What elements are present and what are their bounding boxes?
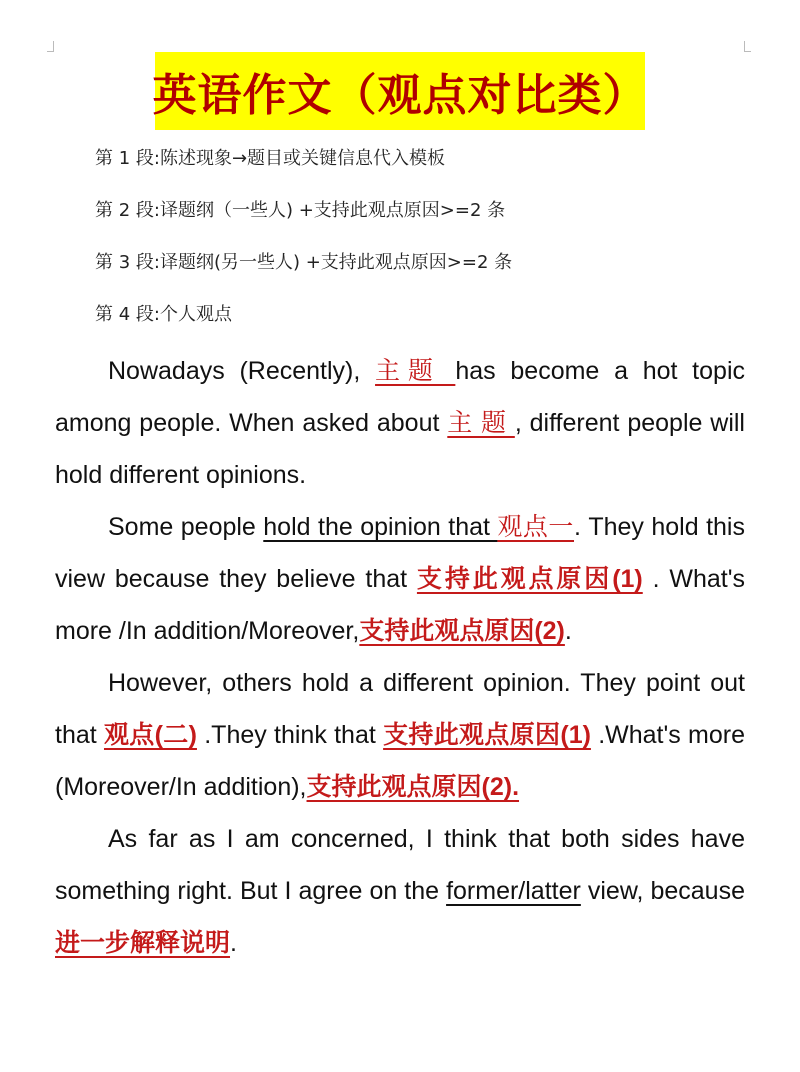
placeholder-view-one: 观点一 — [497, 513, 574, 541]
text: Some people — [108, 513, 264, 541]
outline-item: 第 1 段:陈述现象→题目或关键信息代入模板 — [95, 148, 446, 169]
text: However, others hold a different opinion. They point out that — [55, 669, 745, 749]
text: Nowadays (Recently), — [108, 357, 376, 385]
placeholder-reason-2: 支持此观点原因(2). — [306, 773, 520, 801]
placeholder-reason-1: 支持此观点原因(1) — [383, 721, 591, 749]
essay-template — [55, 345, 745, 969]
text: . What's more /In addition/Moreover, — [55, 565, 746, 645]
outline-item: 第 4 段:个人观点 — [95, 304, 232, 325]
placeholder-explanation: 进一步解释说明 — [55, 929, 231, 957]
crop-mark-right — [744, 41, 751, 52]
outline-item: 第 2 段:译题纲（一些人) +支持此观点原因>=2 条 — [95, 200, 506, 221]
page-title: 英语作文（观点对比类） — [152, 70, 648, 121]
text: . — [230, 929, 237, 957]
crop-mark-left — [47, 41, 54, 52]
placeholder-reason-2: 支持此观点原因(2) — [359, 617, 565, 645]
placeholder-reason-1: 支持此观点原因(1) — [416, 565, 643, 593]
paragraph-intro — [55, 345, 745, 501]
text: hold the opinion that — [263, 513, 498, 541]
placeholder-topic: 主题 — [375, 357, 456, 385]
outline-item: 第 3 段:译题纲(另一些人) +支持此观点原因>=2 条 — [95, 252, 513, 273]
text: . — [564, 617, 572, 645]
text: . They hold this view because they believe that — [55, 513, 745, 593]
text: .What's more (Moreover/In addition), — [55, 721, 745, 801]
underlined-phrase — [263, 513, 574, 541]
text: .They think that — [196, 721, 384, 749]
underlined-phrase: former/latter — [446, 877, 581, 905]
outline-list — [95, 145, 512, 353]
text: As far as I am concerned, I think that both sides have something right. But I agree on the — [55, 825, 745, 905]
placeholder-view-two: 观点(二) — [103, 721, 197, 749]
placeholder-topic: 主 题 — [447, 409, 515, 437]
paragraph-view-two — [55, 657, 745, 813]
text: has become a hot topic among people. When asked about — [55, 357, 745, 437]
title-banner — [152, 52, 648, 130]
text: , different people will hold different opinions. — [55, 409, 745, 489]
text: view, because — [580, 877, 745, 905]
paragraph-view-one — [55, 501, 745, 657]
paragraph-conclusion — [55, 813, 745, 969]
